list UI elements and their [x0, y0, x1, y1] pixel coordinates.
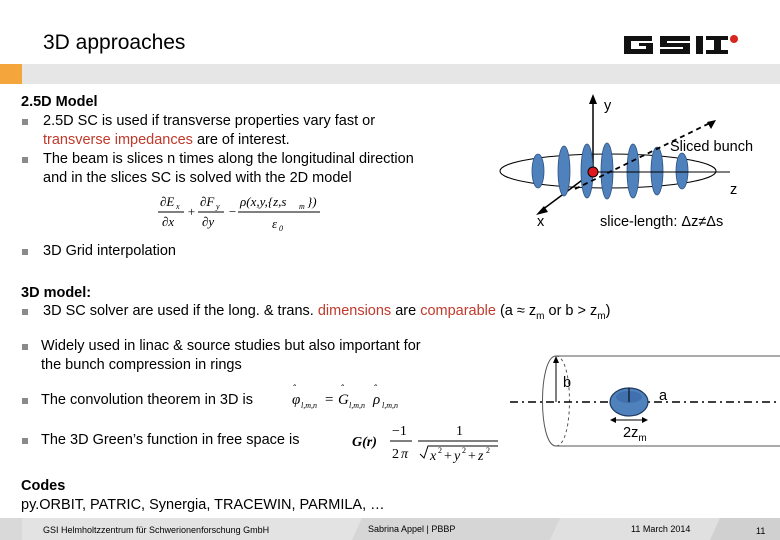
codes-heading: Codes [21, 478, 66, 494]
svg-text:x: x [176, 202, 180, 211]
greens-function-equation [348, 420, 508, 468]
3d-bullet1-end: ) [605, 303, 611, 319]
svg-text:1: 1 [456, 424, 463, 439]
svg-text:−1: −1 [392, 424, 407, 439]
x-axis-label: x [537, 214, 545, 230]
gsi-logo [622, 34, 740, 56]
codes-list: py.ORBIT, PATRIC, Synergia, TRACEWIN, PARMILA, … [21, 497, 385, 513]
3d-bullet1 [43, 302, 610, 326]
svg-text:2: 2 [392, 447, 399, 462]
svg-text:2: 2 [438, 446, 442, 455]
25d-bullet1-line2 [43, 131, 290, 150]
svg-text:2: 2 [462, 446, 466, 455]
beam-pipe-diagram [510, 350, 780, 470]
svg-text:y: y [454, 449, 461, 464]
footer-org: GSI Helmholtzzentrum für Schwerionenforschung GmbH [43, 525, 270, 535]
3d-bullet2-line1: Widely used in linac & source studies but also important for [41, 338, 421, 354]
svg-text:φ: φ [292, 392, 301, 408]
bullet-marker [22, 344, 28, 350]
svg-text:G: G [338, 392, 349, 408]
svg-text:m: m [299, 202, 305, 211]
bullet-marker [22, 119, 28, 125]
footer-author: Sabrina Appel | PBBP [368, 524, 456, 534]
slice-length-label: slice-length: Δz≠Δs [600, 214, 724, 230]
section-heading-3d: 3D model: [21, 285, 92, 301]
3d-bullet1-pre: 3D SC solver are used if the long. & trans. [43, 303, 318, 319]
svg-text:l,m,n: l,m,n [301, 401, 317, 410]
3d-bullet2-line2: the bunch compression in rings [41, 357, 242, 373]
svg-text:∂F: ∂F [200, 194, 215, 209]
svg-text:ε: ε [272, 216, 278, 231]
svg-text:π: π [401, 447, 409, 462]
impedance-rest: are of interest. [192, 132, 290, 148]
3d-bullet4: The 3D Green’s function in free space is [41, 432, 300, 448]
poisson-equation [152, 192, 327, 236]
25d-bullet1-line1: 2.5D SC is used if transverse properties vary fast or [43, 113, 376, 129]
grid-interpolation-bullet: 3D Grid interpolation [43, 243, 176, 259]
footer-page-number: 11 [756, 526, 766, 536]
page-title: 3D approaches [43, 31, 186, 54]
section-heading-25d: 2.5D Model [21, 94, 98, 110]
svg-text:∂x: ∂x [162, 214, 175, 229]
svg-text:∂E: ∂E [160, 194, 175, 209]
svg-text:y: y [216, 202, 220, 211]
svg-text:ˆ: ˆ [340, 383, 344, 395]
svg-text:ρ: ρ [373, 392, 381, 408]
y-axis-label: y [604, 98, 612, 114]
sliced-bunch-label: Sliced bunch [670, 139, 754, 155]
svg-text:−: − [228, 204, 237, 219]
z-axis-label: z [730, 182, 738, 198]
comparable-highlight: comparable [420, 303, 496, 319]
bullet-marker [22, 249, 28, 255]
zm-subscript: m [597, 310, 606, 322]
header-accent-bar [0, 64, 22, 84]
3d-bullet1-post2: or b > z [544, 303, 598, 319]
m-subscript: m [638, 432, 647, 444]
bullet-marker [22, 398, 28, 404]
dimensions-highlight: dimensions [317, 303, 392, 319]
svg-text:+: + [468, 449, 476, 464]
svg-text:0: 0 [279, 224, 283, 233]
impedance-highlight: transverse impedances [43, 132, 193, 148]
a-label: a [659, 388, 668, 404]
25d-bullet2-line1: The beam is slices n times along the longitudinal direction [43, 151, 414, 167]
svg-text:ˆ: ˆ [373, 383, 377, 395]
bullet-marker [22, 438, 28, 444]
zm-subscript: m [536, 310, 545, 322]
svg-text:2: 2 [486, 446, 490, 455]
svg-text:x: x [430, 449, 437, 464]
25d-bullet2-line2: and in the slices SC is solved with the 2D model [43, 170, 352, 186]
svg-text:l,m,n: l,m,n [382, 401, 398, 410]
svg-text:l,m,n: l,m,n [349, 401, 365, 410]
svg-text:+: + [187, 204, 196, 219]
svg-text:}): }) [307, 194, 317, 209]
sliced-bunch-diagram [480, 92, 770, 232]
3d-bullet1-mid: are [391, 303, 421, 319]
convolution-equation [288, 382, 420, 416]
svg-text:∂y: ∂y [202, 214, 215, 229]
svg-text:ρ(x,y,{z,s: ρ(x,y,{z,s [240, 194, 287, 209]
svg-text:ˆ: ˆ [292, 383, 296, 395]
header-divider-bar [22, 64, 780, 84]
svg-text:z: z [478, 449, 484, 464]
3d-bullet1-post: (a ≈ z [495, 303, 537, 319]
footer-date: 11 March 2014 [631, 524, 691, 534]
bullet-marker [22, 157, 28, 163]
2z-text: 2z [623, 425, 639, 441]
svg-text:+: + [444, 449, 452, 464]
svg-text:=: = [324, 392, 335, 408]
bullet-marker [22, 309, 28, 315]
3d-bullet3: The convolution theorem in 3D is [41, 392, 253, 408]
b-label: b [563, 375, 572, 391]
svg-text:G(r): G(r) [352, 435, 377, 450]
2zm-label [623, 424, 647, 448]
